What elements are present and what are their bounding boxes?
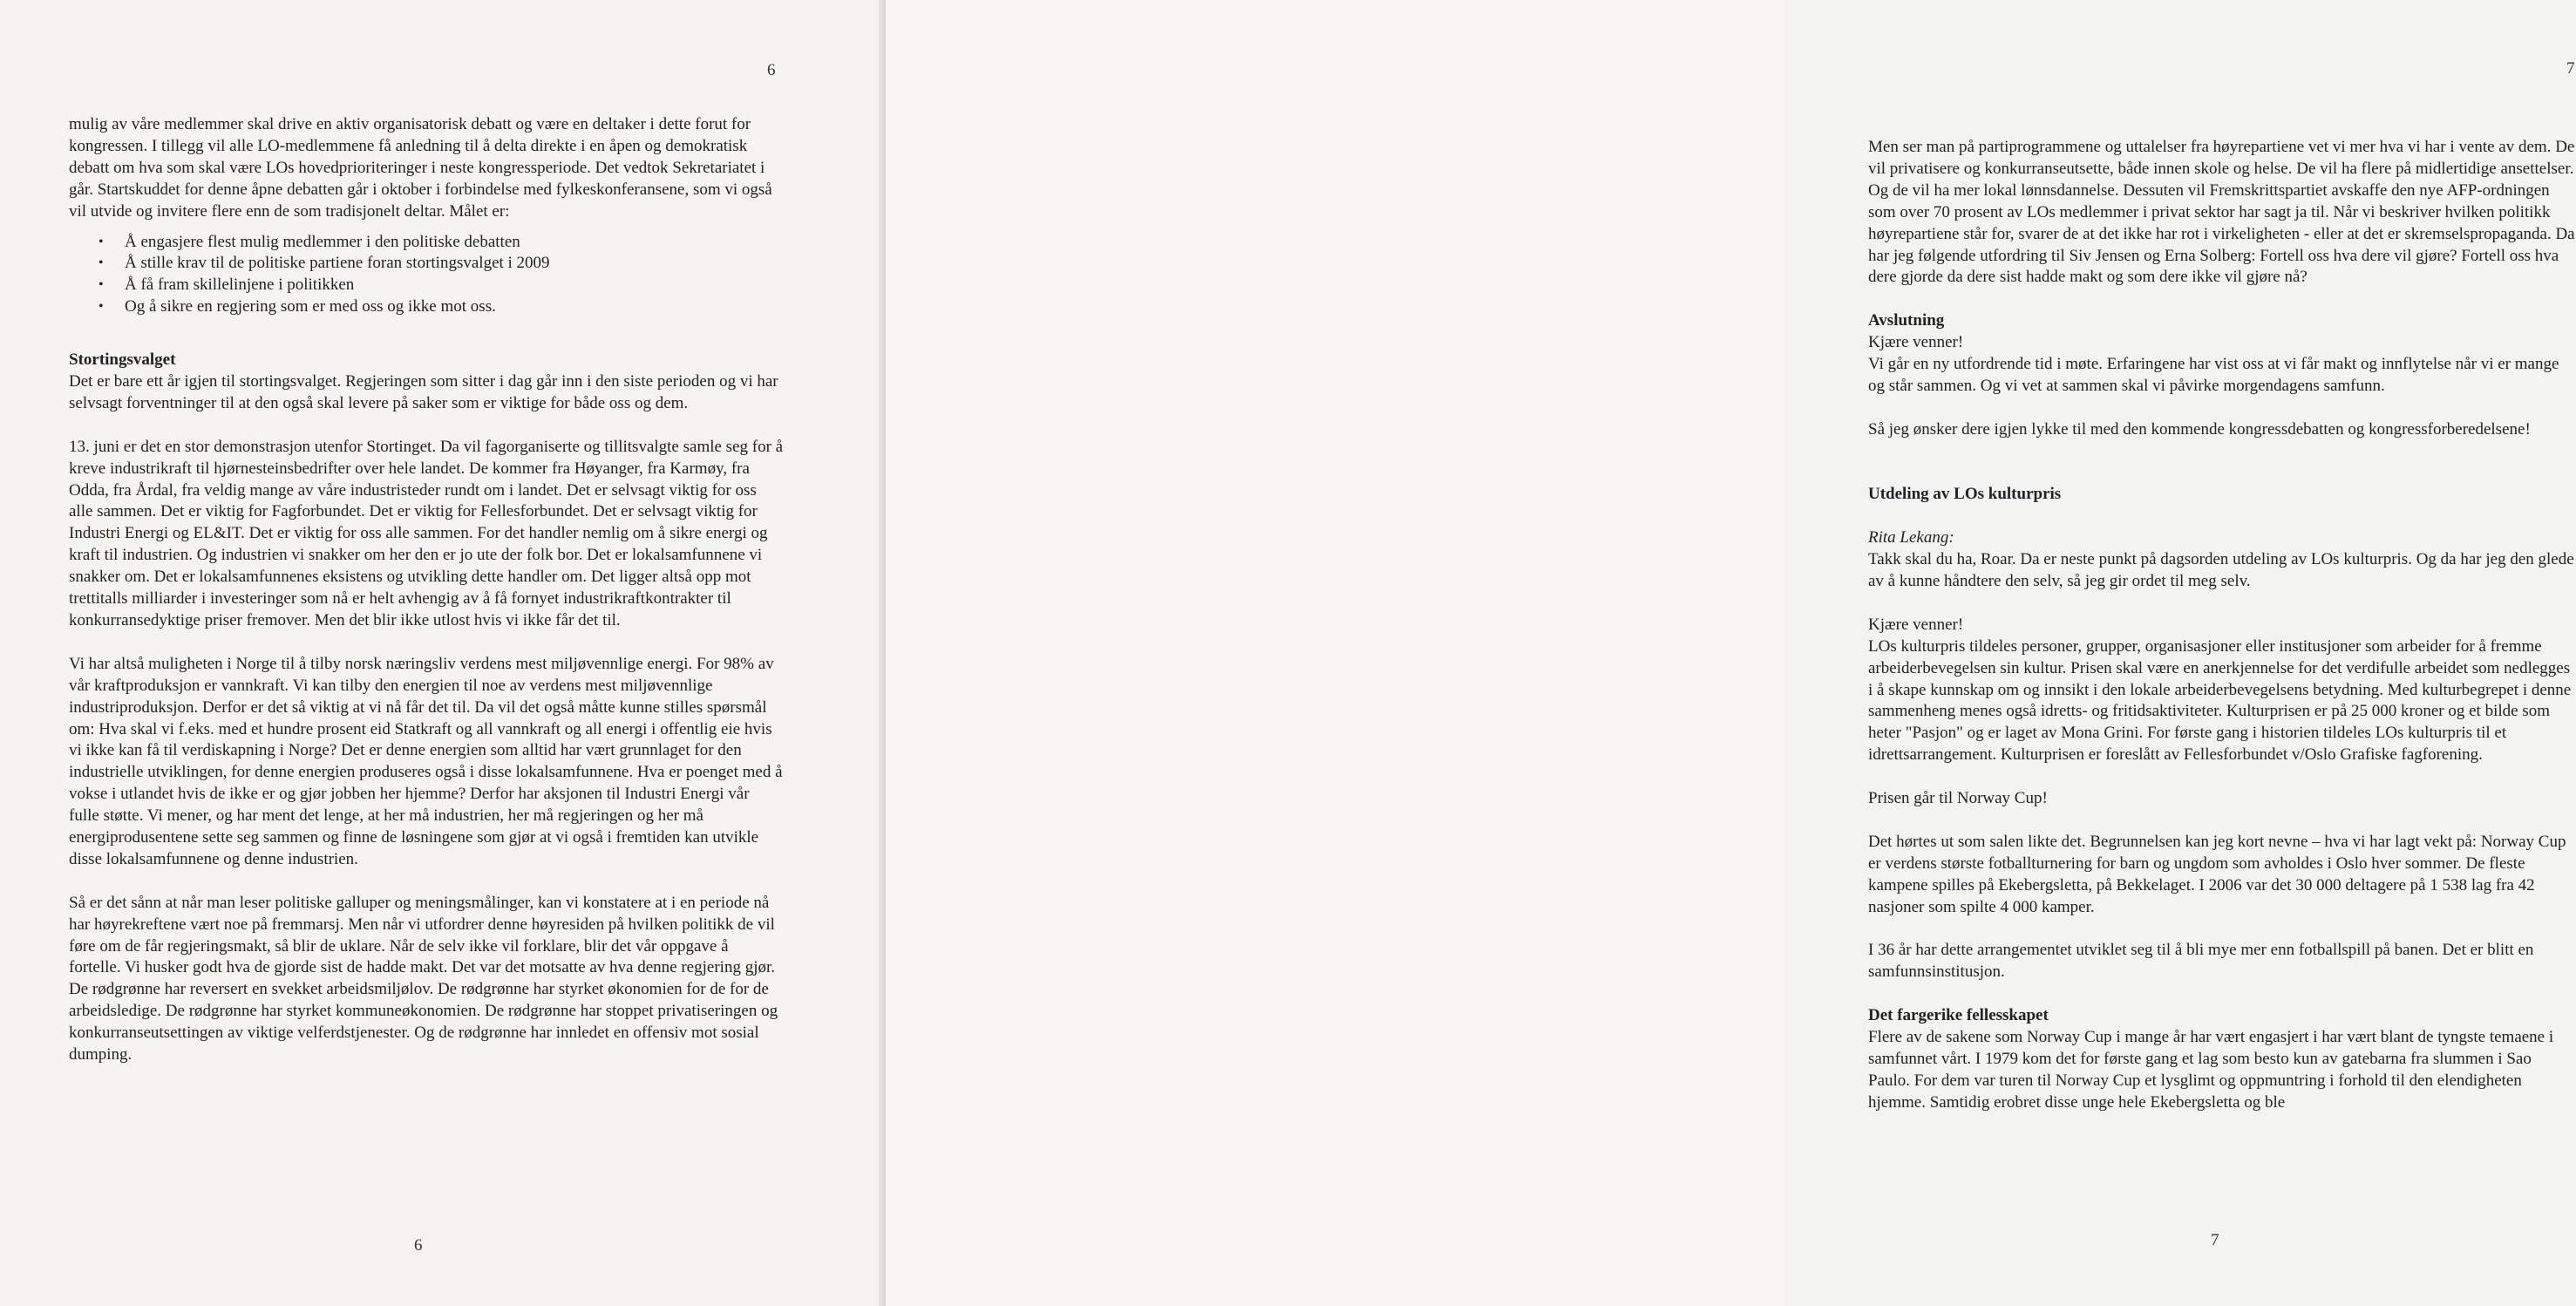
greeting-kjaere-venner: Kjære venner!: [1868, 615, 1964, 634]
paragraph-muligheten: Vi har altså muligheten i Norge til å tilby norsk næringsliv verdens mest miljøvennlige energi. For 98% av vår kraftproduksjon er vannkraft. Vi kan tilby den energien til noe av verdens mest miljøvennlige industriproduksjon. Derfor er det så viktig at vi nå får det til. Da vil det også måtte kunne stilles spørsmål om: Hva skal vi f.eks. med et hundre prosent eid Statkraft og all vannkraft og all energi i offentlig eie hvis vi ikke kan få til verdiskapning i Norge? Det er denne energien som alltid har vært grunnlaget for den industrielle utviklingen, for denne energien produseres også i disse lokalsamfunnene. Hva er poenget med å vokse i utlandet hvis de ikke er og gjør jobben her hjemme? Derfor har aksjonen til Industri Energi vår fulle støtte. Vi mener, og har ment det lenge, at her må industrien, her må regjeringen og her må energiprodusentene sette seg sammen og finne de løsningene som gjør at vi også i fremtiden kan utvikle disse lokalsamfunnene og denne industrien.: [69, 654, 783, 868]
page-number-top-right: 7: [2566, 59, 2575, 78]
page-number-top-left: 6: [767, 61, 776, 79]
paragraph-prisen-gar: Prisen går til Norway Cup!: [1868, 789, 2048, 808]
right-page: [886, 0, 2575, 1306]
paragraph-galluper: Så er det sånn at når man leser politiske galluper og meningsmålinger, kan vi konstatere at i en periode nå har høyrekreftene vært noe på fremmarsj. Men når vi utfordrer denne høyresiden på hvilken politikk de vil føre om de får regjeringsmakt, så blir de uklare. Når de selv ikke vil forklare, blir det vår oppgave å fortelle. Vi husker godt hva de gjorde sist de hadde makt. Det var det motsatte av hva denne regjering gjør. De rødgrønne har reversert en svekket arbeidsmiljølov. De rødgrønne har styrket økonomien for de for de arbeidsledige. De rødgrønne har styrket kommuneøkonomien. De rødgrønne har stoppet privatiseringen og konkurranseutsettingen av viktige velferdstjenester. Og de rødgrønne har innledet en offensiv mot sosial dumping.: [69, 893, 778, 1065]
goal-item: • Å stille krav til de politiske partiene foran stortingsvalget i 2009: [125, 253, 784, 275]
goal-item: • Og å sikre en regjering som er med oss og ikke mot oss.: [125, 296, 784, 318]
heading-avslutning: Avslutning: [1868, 311, 1945, 330]
heading-fellesskapet: Det fargerike fellesskapet: [1868, 1006, 2049, 1025]
paragraph-stortingsvalget: Det er bare ett år igjen til stortingsvalget. Regjeringen som sitter i dag går inn i den siste perioden og vi har selvsagt forventninger til at den også skal levere på saker som er viktige for både oss og dem.: [69, 372, 778, 412]
paragraph-avslutning: Vi går en ny utfordrende tid i møte. Erfaringene har vist oss at vi får makt og innflytelse når vi er mange og står sammen. Og vi vet at sammen skal vi påvirke morgendagens samfunn.: [1868, 355, 2559, 395]
paragraph-fellesskapet: Flere av de sakene som Norway Cup i mange år har vært engasjert i har vært blant de tyngste temaene i samfunnet vårt. I 1979 kom det for første gang et lag som besto kun av gatebarna fra slummen i Sao Paulo. For dem var turen til Norway Cup et lysglimt og oppmuntring i forhold til den elendigheten hjemme. Samtidig erobret disse unge hele Ekebergsletta og ble: [1868, 1028, 2554, 1112]
heading-kulturpris: Utdeling av LOs kulturpris: [1868, 485, 2062, 504]
heading-stortingsvalget: Stortingsvalget: [69, 350, 176, 370]
speaker-name: Rita Lekang:: [1868, 528, 1954, 548]
paragraph-lykke-til: Så jeg ønsker dere igjen lykke til med den kommende kongressdebatten og kongressforberedelsene!: [1868, 419, 2531, 439]
paragraph-36-ar: I 36 år har dette arrangementet utviklet seg til å bli mye mer enn fotballspill på banen. Det er blitt en samfunnsinstitusjon.: [1868, 941, 2534, 982]
left-text-column: [69, 114, 784, 1066]
right-text-column: [1868, 137, 2576, 1114]
page-number-bottom-right: 7: [2211, 1231, 2219, 1249]
intro-paragraph: mulig av våre medlemmer skal drive en aktiv organisatorisk debatt og være en deltaker i dette forut for kongressen. I tillegg vil alle LO-medlemmene få anledning til å delta direkte i en åpen og demokratisk debatt om hva som skal være LOs hovedprioriteringer i neste kongressperiode. Det vedtok Sekretariatet i går. Startskuddet for denne åpne debatten går i oktober i forbindelse med fylkeskonferansene, som vi også vil utvide og invitere flere enn de som tradisjonelt deltar. Målet er:: [69, 115, 772, 221]
goal-item: • Å engasjere flest mulig medlemmer i den politiske debatten: [125, 232, 784, 254]
paragraph-takk: Takk skal du ha, Roar. Da er neste punkt på dagsorden utdeling av LOs kulturpris. Og da har jeg den glede av å kunne håndtere den selv, så jeg gir ordet til meg selv.: [1868, 550, 2574, 591]
paragraph-begrunnelse: Det hørtes ut som salen likte det. Begrunnelsen kan jeg kort nevne – hva vi har lagt vekt på: Norway Cup er verdens største fotballturnering for barn og ungdom som avholdes i Oslo hver sommer. De fleste kampene spilles på Ekebergsletta, på Bekkelaget. I 2006 var det 30 000 deltagere på 1 538 lag fra 42 nasjoner som spilte 4 000 kamper.: [1868, 832, 2566, 916]
paragraph-kulturprisen: LOs kulturpris tildeles personer, grupper, organisasjoner eller institusjoner som arbeider for å fremme arbeiderbevegelsen sin kultur. Prisen skal være en anerkjennelse for det verdifulle arbeidet som nedlegges i å skape kunnskap om og innsikt i den lokale arbeiderbevegelsens betydning. Med kulturbegrepet i denne sammenheng menes også idretts- og fritidsaktiviteter. Kulturprisen er på 25 000 kroner og et bilde som heter "Pasjon" og er laget av Mona Grini. For første gang i historien tildeles LOs kulturpris til et idrettsarrangement. Kulturprisen er foreslått av Fellesforbundet v/Oslo Grafiske fagforening.: [1868, 636, 2572, 765]
paragraph-13-juni: 13. juni er det en stor demonstrasjon utenfor Stortinget. Da vil fagorganiserte og tillitsvalgte samle seg for å kreve industrikraft til hjørnesteinsbedrifter over hele landet. De kommer fra Høyanger, fra Karmøy, fra Odda, fra Årdal, fra veldig mange av våre industristeder rundt om i landet. Det er selvsagt viktig for oss alle sammen. Det er viktig for Fagforbundet. Det er viktig for Fellesforbundet. Det er selvsagt viktig for Industri Energi og EL&IT. Det er viktig for oss alle sammen. For det handler nemlig om å sikre energi og kraft til industrien. Og industrien vi snakker om her den er jo ute der folk bor. Det er lokalsamfunnene vi snakker om. Det er lokalsamfunnenes eksistens og utvikling dette handler om. Det ligger altså opp mot trettitalls milliarder i investeringer som nå er helt avhengig av å få fornyet industrikraftkontrakter til konkurransedyktige priser fremover. Men det blir ikke utlost hvis vi ikke får det til.: [69, 437, 784, 630]
goals-list: [69, 232, 784, 319]
paragraph-partiprogrammene: Men ser man på partiprogrammene og uttalelser fra høyrepartiene vet vi mer hva vi har i vente av dem. De vil privatisere og konkurranseutsette, både innen skole og helse. De vil ha flere på midlertidige ansettelser. Og de vil ha mer lokal lønnsdannelse. Dessuten vil Fremskrittspartiet avskaffe den nye AFP-ordningen som over 70 prosent av LOs medlemmer i privat sektor har sagt ja til. Når vi beskriver hvilken politikk høyrepartiene står for, svarer de at det ikke har rot i virkeligheten - eller at det er skremselspropaganda. Da har jeg følgende utfordring til Siv Jensen og Erna Solberg: Fortell oss hva dere vil gjøre? Fortell oss hva dere gjorde da dere sist hadde makt og som dere ikke vil gjøre nå?: [1868, 138, 2575, 287]
left-page: [0, 0, 886, 1306]
page-number-bottom-left: 6: [414, 1236, 423, 1255]
greeting-kjaere-venner: Kjære venner!: [1868, 333, 1964, 352]
goal-item: • Å få fram skillelinjene i politikken: [125, 275, 784, 296]
